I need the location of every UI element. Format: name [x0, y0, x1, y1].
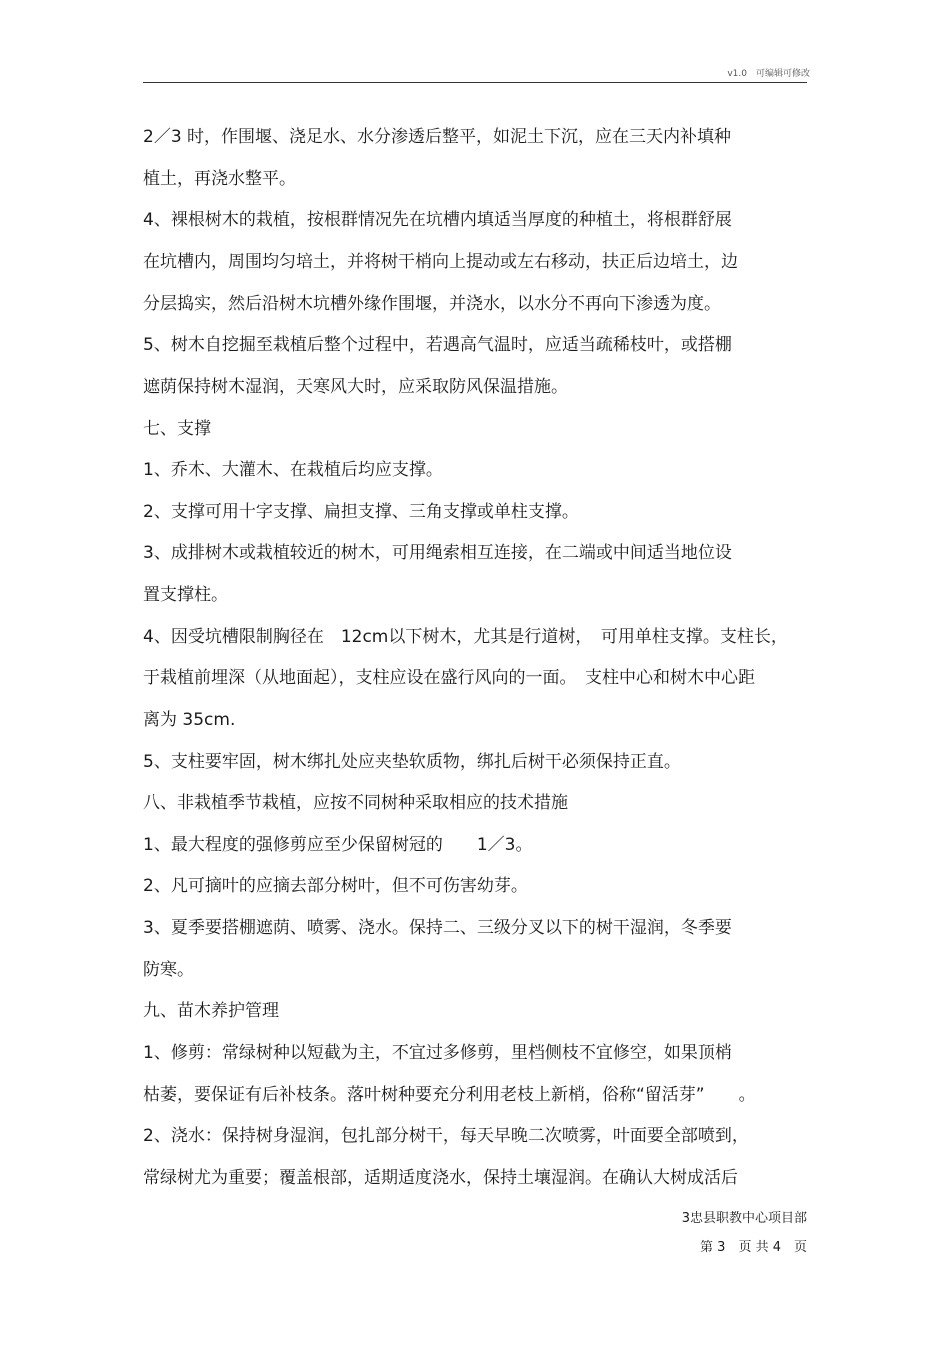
footer-organization: 3忠县职教中心项目部: [681, 1211, 807, 1226]
body-line: 2、支撑可用十字支撑、扁担支撑、三角支撑或单柱支撑。: [143, 502, 579, 522]
body-line: 于栽植前埋深（从地面起），支柱应设在盛行风向的一面。 支柱中心和树木中心距: [143, 668, 755, 688]
body-line: 遮荫保持树木湿润，天寒风大时，应采取防风保温措施。: [143, 377, 568, 397]
body-line: 1、最大程度的强修剪应至少保留树冠的 1／3。: [143, 835, 533, 855]
body-line: 防寒。: [143, 960, 194, 980]
body-line: 5、支柱要牢固，树木绑扎处应夹垫软质物，绑扎后树干必须保持正直。: [143, 752, 681, 772]
footer-page-number: 第 3 页 共 4 页: [700, 1240, 807, 1255]
section-heading: 八、非栽植季节栽植，应按不同树种采取相应的技术措施: [143, 793, 568, 813]
header-version-note: v1.0 可编辑可修改: [727, 69, 810, 79]
body-line: 枯萎，要保证有后补枝条。落叶树种要充分利用老枝上新梢，俗称“留活芽” 。: [143, 1085, 756, 1105]
body-line: 1、修剪：常绿树种以短截为主，不宜过多修剪，里档侧枝不宜修空，如果顶梢: [143, 1043, 732, 1063]
body-line: 2／3 时，作围堰、浇足水、水分渗透后整平，如泥土下沉，应在三天内补填种: [143, 127, 732, 147]
section-heading: 七、支撑: [143, 419, 211, 439]
section-heading: 九、苗木养护管理: [143, 1001, 279, 1021]
body-line: 离为 35cm.: [143, 710, 236, 730]
body-line: 4、裸根树木的栽植，按根群情况先在坑槽内填适当厚度的种植土，将根群舒展: [143, 210, 732, 230]
body-line: 4、因受坑槽限制胸径在 12cm以下树木，尤其是行道树， 可用单柱支撑。支柱长，: [143, 627, 788, 647]
body-line: 分层捣实，然后沿树木坑槽外缘作围堰，并浇水，以水分不再向下渗透为度。: [143, 294, 721, 314]
body-line: 2、浇水：保持树身湿润，包扎部分树干，每天早晚二次喷雾，叶面要全部喷到，: [143, 1126, 749, 1146]
body-line: 植土，再浇水整平。: [143, 169, 296, 189]
body-line: 1、乔木、大灌木、在栽植后均应支撑。: [143, 460, 443, 480]
body-line: 在坑槽内，周围均匀培土，并将树干梢向上提动或左右移动，扶正后边培土，边: [143, 252, 738, 272]
body-line: 常绿树尤为重要；覆盖根部，适期适度浇水，保持土壤湿润。在确认大树成活后: [143, 1168, 738, 1188]
header-divider: [143, 82, 807, 83]
body-line: 置支撑柱。: [143, 585, 228, 605]
body-line: 5、树木自挖掘至栽植后整个过程中，若遇高气温时，应适当疏稀枝叶，或搭棚: [143, 335, 732, 355]
body-line: 2、凡可摘叶的应摘去部分树叶，但不可伤害幼芽。: [143, 876, 528, 896]
body-line: 3、成排树木或栽植较近的树木，可用绳索相互连接，在二端或中间适当地位设: [143, 543, 732, 563]
body-line: 3、夏季要搭棚遮荫、喷雾、浇水。保持二、三级分叉以下的树干湿润，冬季要: [143, 918, 732, 938]
